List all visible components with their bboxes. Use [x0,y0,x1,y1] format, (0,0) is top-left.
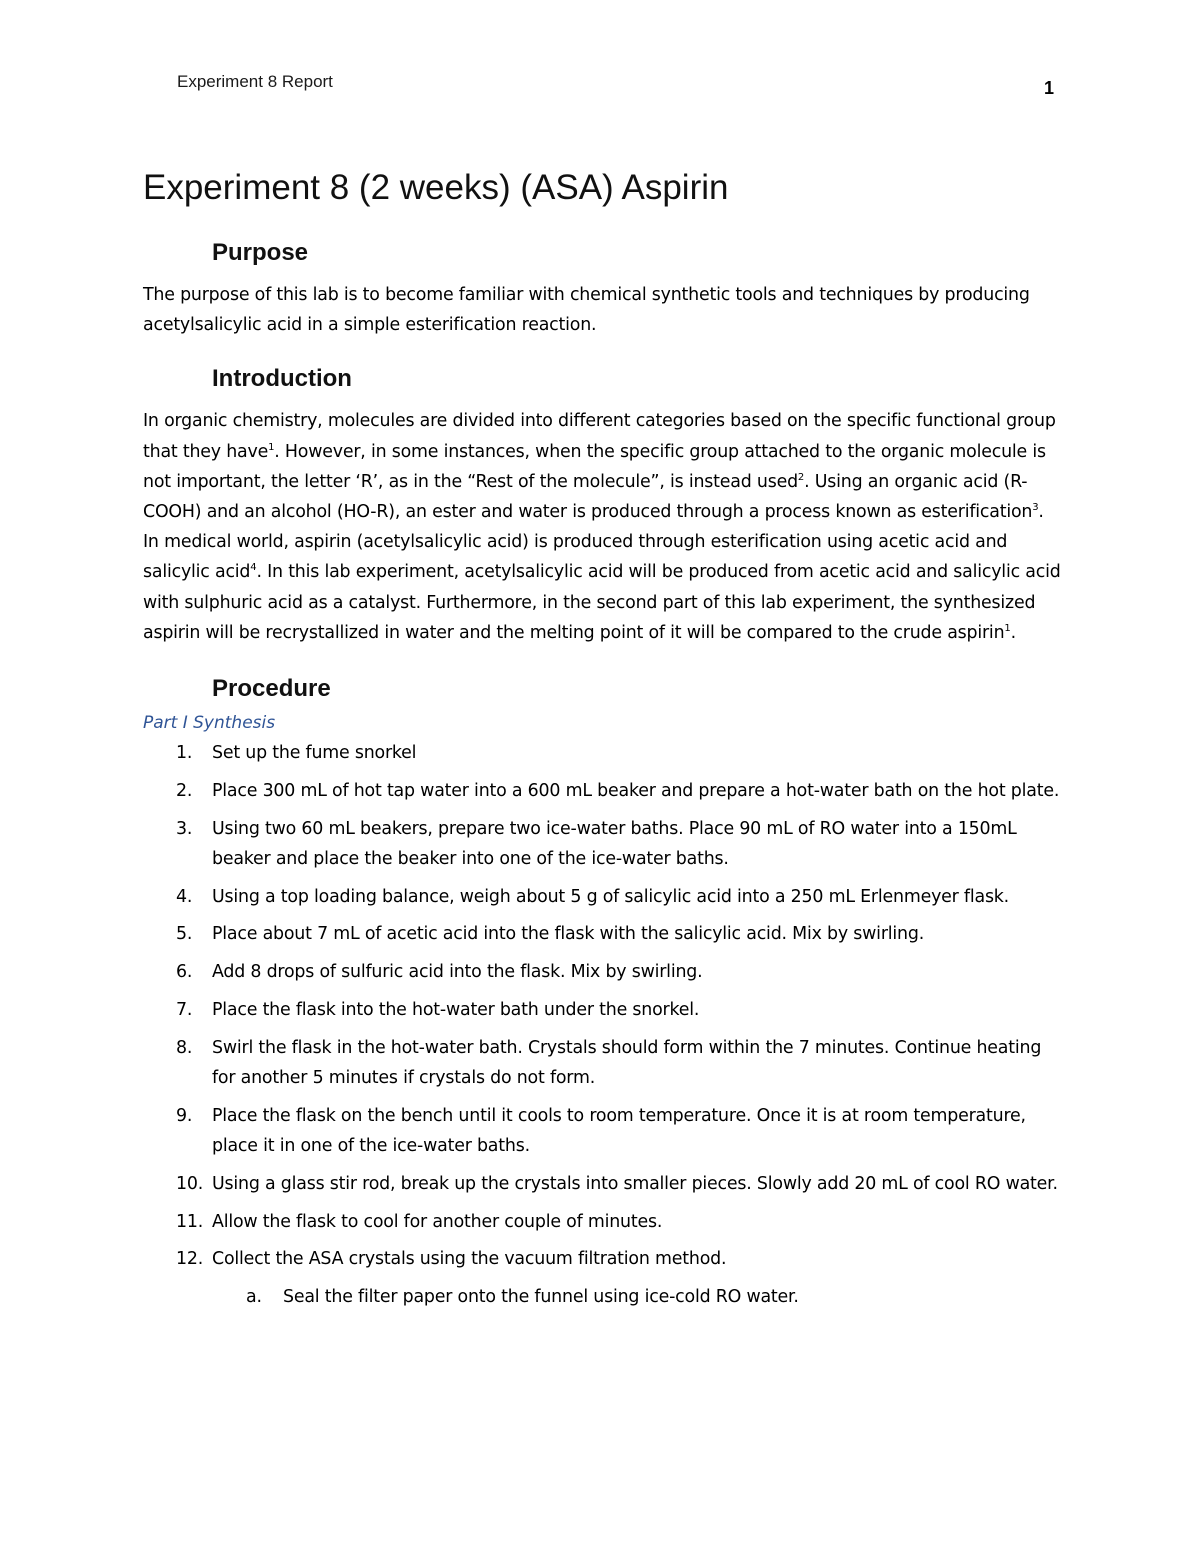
citation-ref: 2 [797,472,805,484]
intro-text-4: . In medical world, aspirin (acetylsalicylic acid) is produced through esterification using acetic acid and salicylic acid [143,502,1044,583]
step-text: Place 300 mL of hot tap water into a 600 mL beaker and prepare a hot-water bath on the hot plate. [212,780,1060,801]
step-text: Using two 60 mL beakers, prepare two ice-water baths. Place 90 mL of RO water into a 150mL beaker and place the beaker into one of the ice-water baths. [212,818,1017,869]
step-number: 10. [176,1173,204,1194]
list-item [143,1244,1063,1274]
intro-text-1: In organic chemistry, molecules are divided into different categories based on the specific functional group that they have [143,411,1056,462]
step-number: 2. [176,780,193,801]
list-item [143,776,1063,806]
list-item [143,1101,1063,1161]
running-header-title: Experiment 8 Report [177,72,333,91]
step-text: Place about 7 mL of acetic acid into the flask with the salicylic acid. Mix by swirling. [212,924,925,945]
step-text: Allow the flask to cool for another couple of minutes. [212,1211,663,1232]
introduction-paragraph [143,406,1063,648]
list-item [143,1282,1063,1312]
purpose-heading: Purpose [212,239,309,266]
document-body [143,166,1063,1320]
step-text: Add 8 drops of sulfuric acid into the flask. Mix by swirling. [212,962,703,983]
intro-text-2: . However, in some instances, when the specific group attached to the organic molecule is not important, the letter ‘R’, as in the “Rest of the molecule”, is instead used [143,441,1046,492]
step-text: Place the flask on the bench until it cools to room temperature. Once it is at room temperature, place it in one of the ice-water baths. [212,1105,1026,1157]
list-item [143,1207,1063,1237]
step-text: Set up the fume snorkel [212,743,417,764]
step-number: 3. [176,818,193,839]
page-number: 1 [1044,78,1055,98]
step-text: Swirl the flask in the hot-water bath. Crystals should form within the 7 minutes. Continue heating for another 5 minutes if crystals do not form. [212,1037,1042,1089]
list-item [143,1169,1063,1199]
list-item [143,814,1063,874]
step-text: Place the flask into the hot-water bath under the snorkel. [212,1000,700,1021]
citation-ref: 3 [1032,502,1039,514]
list-item [143,882,1063,912]
step-text: Collect the ASA crystals using the vacuum filtration method. [212,1249,727,1270]
step-text: Using a top loading balance, weigh about 5 g of salicylic acid into a 250 mL Erlenmeyer flask. [212,886,1010,907]
document-title: Experiment 8 (2 weeks) (ASA) Aspirin [143,168,729,207]
step-number: 5. [176,924,193,945]
step-number: a. [246,1287,262,1308]
citation-ref: 4 [250,562,257,574]
step-number: 7. [176,1000,193,1021]
step-number: 8. [176,1037,193,1058]
step-number: 6. [176,962,193,983]
step-number: 12. [176,1249,204,1270]
intro-text-5: . In this lab experiment, acetylsalicylic acid will be produced from acetic acid and salicylic acid with sulphuric acid as a catalyst. Furthermore, in the second part of this lab experiment, the synthesized aspirin will be recrystallized in water and the melting point of it will be compared to the crude aspirin [143,562,1061,643]
step-text: Seal the filter paper onto the funnel using ice-cold RO water. [283,1287,799,1308]
intro-text-6: . [1010,622,1016,643]
step-number: 9. [176,1105,193,1126]
procedure-steps-list [143,738,1063,1312]
intro-text-3: . Using an organic acid (R-COOH) and an alcohol (HO-R), an ester and water is produced through a process known as esterification [143,471,1033,523]
citation-ref: 1 [268,441,275,453]
part-one-subheading: Part I Synthesis [143,713,276,734]
purpose-paragraph: The purpose of this lab is to become familiar with chemical synthetic tools and techniques by producing acetylsalicylic acid in a simple esterification reaction. [143,285,1030,336]
list-item [143,957,1063,987]
list-item [143,1033,1063,1093]
step-number: 1. [176,743,193,764]
procedure-heading: Procedure [212,675,331,703]
introduction-heading: Introduction [212,365,352,393]
list-item [143,738,1063,768]
step-text: Using a glass stir rod, break up the crystals into smaller pieces. Slowly add 20 mL of cool RO water. [212,1173,1058,1194]
step-number: 4. [176,886,193,907]
list-item [143,919,1063,949]
list-item [143,995,1063,1025]
step-number: 11. [176,1211,204,1232]
citation-ref: 1 [1004,623,1011,635]
